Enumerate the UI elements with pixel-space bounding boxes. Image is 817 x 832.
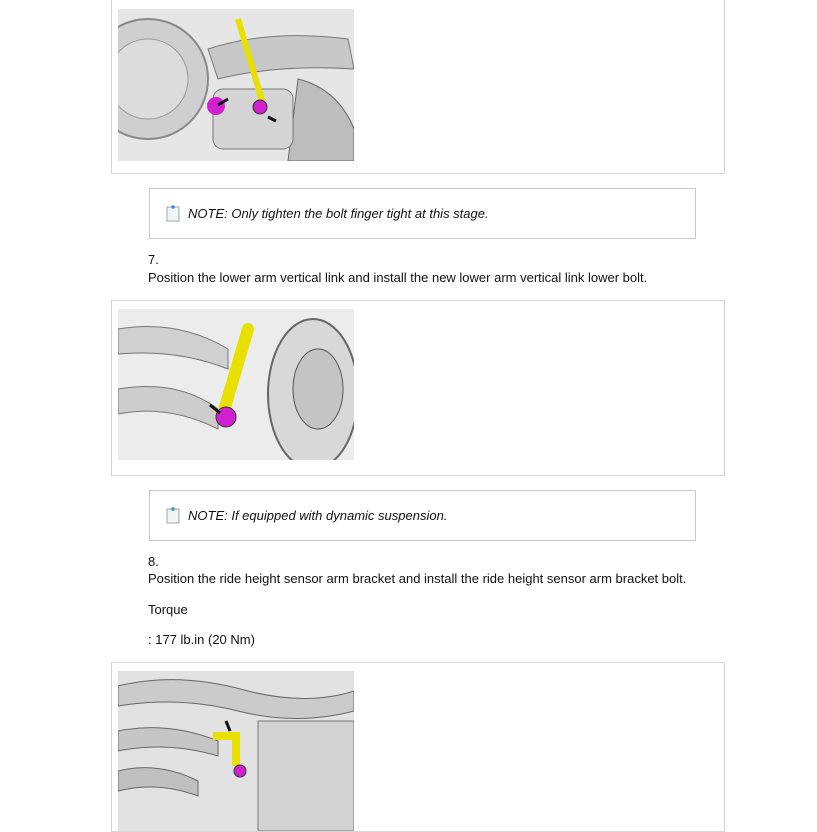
illustration-lower-bolt xyxy=(118,309,354,460)
note-box xyxy=(149,490,696,541)
note-text: NOTE: Only tighten the bolt finger tight at this stage. xyxy=(188,206,489,221)
figure-box-3 xyxy=(111,662,725,832)
step-number: 8. xyxy=(148,554,159,569)
torque-value: : 177 lb.in (20 Nm) xyxy=(148,632,255,647)
step-instruction: Position the ride height sensor arm bracket and install the ride height sensor arm bracket bolt. xyxy=(148,571,687,586)
illustration-svg xyxy=(118,309,354,460)
illustration-svg xyxy=(118,9,354,161)
figure-box-1 xyxy=(111,0,725,174)
figure-box-2 xyxy=(111,300,725,476)
step-instruction: Position the lower arm vertical link and install the new lower arm vertical link lower bolt. xyxy=(148,270,648,285)
illustration-svg xyxy=(118,671,354,831)
note-icon xyxy=(166,205,180,222)
illustration-sensor-bracket xyxy=(118,671,354,831)
illustration-upper-bolt xyxy=(118,9,354,161)
step-number: 7. xyxy=(148,252,159,267)
note-box xyxy=(149,188,696,239)
torque-label: Torque xyxy=(148,602,188,617)
note-icon xyxy=(166,507,180,524)
note-text: NOTE: If equipped with dynamic suspension. xyxy=(188,508,448,523)
